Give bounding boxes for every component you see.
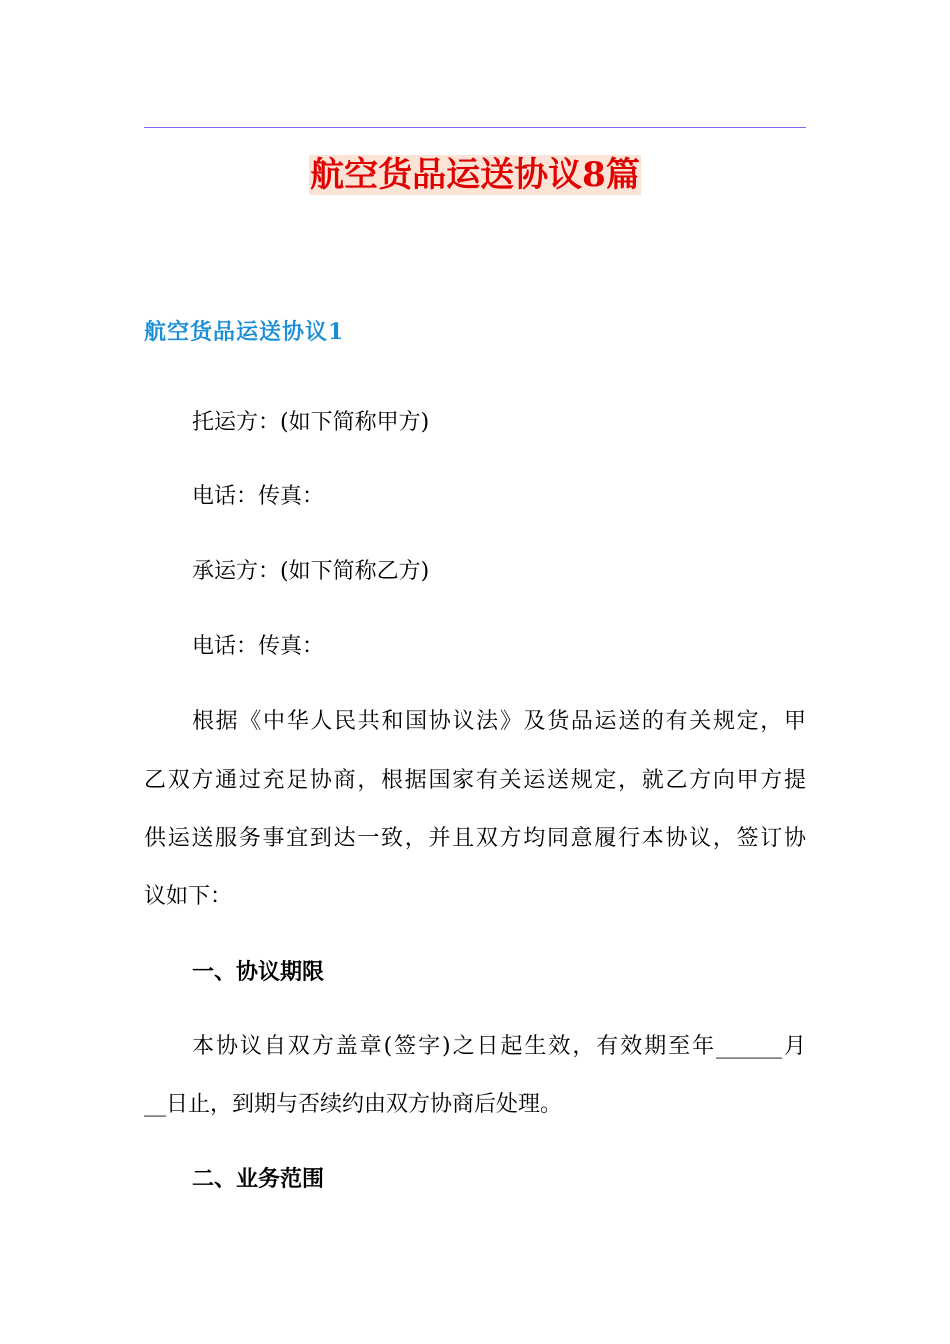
- section-title: 航空货品运送协议1: [144, 319, 345, 345]
- heading-scope: 二、业务范围: [192, 1166, 325, 1192]
- shipper-phone-line: 电话：传真：: [192, 484, 325, 509]
- paragraph-line: 根据《中华人民共和国协议法》及货品运送的有关规定，甲: [192, 709, 806, 734]
- carrier-line: 承运方：(如下简称乙方): [192, 559, 430, 584]
- document-title: [0, 150, 950, 200]
- paragraph-line: 乙双方通过充足协商，根据国家有关运送规定，就乙方向甲方提: [144, 768, 806, 793]
- carrier-phone-line: 电话：传真：: [192, 634, 325, 659]
- heading-term: 一、协议期限: [192, 959, 325, 985]
- paragraph-line: 供运送服务事宜到达一致，并且双方均同意履行本协议，签订协: [144, 826, 806, 851]
- paragraph-line: 本协议自双方盖章(签字)之日起生效，有效期至年______月: [192, 1034, 806, 1059]
- document-title-text: 航空货品运送协议8篇: [310, 155, 640, 195]
- shipper-line: 托运方：(如下简称甲方): [192, 410, 430, 435]
- header-divider: [144, 127, 806, 128]
- paragraph-line: 议如下：: [144, 884, 233, 909]
- paragraph-line: __日止，到期与否续约由双方协商后处理。: [144, 1092, 563, 1117]
